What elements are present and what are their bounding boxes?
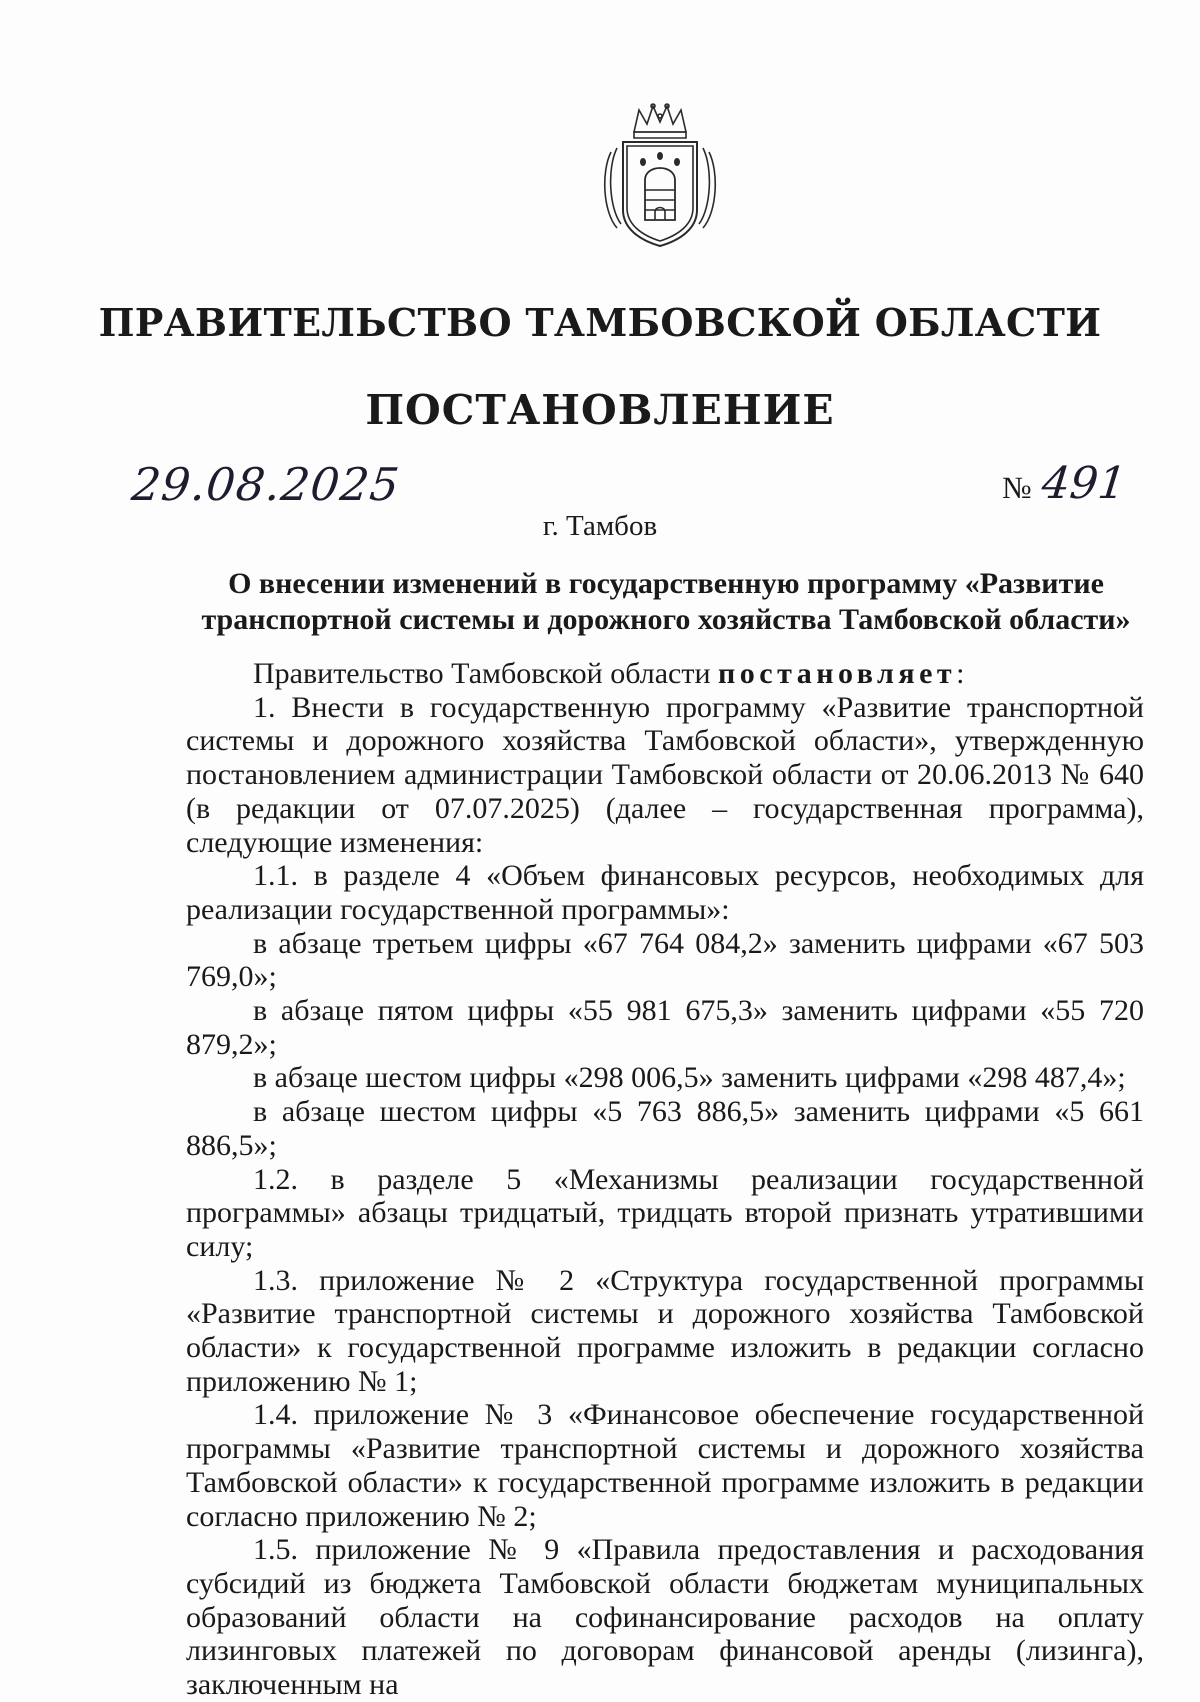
intro-prefix: Правительство Тамбовской области	[253, 657, 718, 690]
number-label: №	[1002, 470, 1032, 505]
decision-word: постановляет	[718, 657, 957, 690]
subject-line-1: О внесении изменений в государственную программу «Развитие	[228, 567, 1104, 600]
paragraph-1-1: 1.1. в разделе 4 «Объем финансовых ресурсов, необходимых для реализации государственной программы»:	[186, 859, 1144, 926]
paragraph-1-1-a: в абзаце третьем цифры «67 764 084,2» заменить цифрами «67 503 769,0»;	[186, 926, 1144, 994]
document-subject	[186, 566, 1146, 638]
subject-line-2: транспортной системы и дорожного хозяйства Тамбовской области»	[201, 603, 1131, 636]
paragraph-1-1-c: в абзаце шестом цифры «298 006,5» заменить цифрами «298 487,4»;	[253, 1061, 1126, 1095]
city-line: г. Тамбов	[542, 510, 658, 542]
organization-title: ПРАВИТЕЛЬСТВО ТАМБОВСКОЙ ОБЛАСТИ	[98, 300, 1102, 345]
document-number: 491	[1039, 458, 1129, 509]
tambov-coat-of-arms-icon	[599, 102, 721, 248]
paragraph-1-5: 1.5. приложение № 9 «Правила предоставления и расходования субсидий из бюджета Тамбовской области бюджетам муниципальных образований области на софинансирование расходов на оплату лизинговых платежей по договорам финансовой аренды (лизинга), заключенным на	[186, 1533, 1144, 1702]
paragraph-1: 1. Внести в государственную программу «Развитие транспортной системы и дорожного хозяйства Тамбовской области», утвержденную постановлением администрации Тамбовской области от 20.06.2013 № 640 (в редакции от 07.07.2025) (далее – государственная программа), следующие изменения:	[186, 690, 1144, 859]
paragraph-1-1-d: в абзаце шестом цифры «5 763 886,5» заменить цифрами «5 661 886,5»;	[186, 1095, 1144, 1162]
document-date: 29.08.2025	[129, 458, 403, 511]
intro-paragraph	[186, 657, 1144, 691]
paragraph-1-3: 1.3. приложение № 2 «Структура государственной программы «Развитие транспортной системы и дорожного хозяйства Тамбовской области» к государственной программе изложить в редакции согласно приложению № 1;	[186, 1263, 1144, 1398]
paragraph-1-4: 1.4. приложение № 3 «Финансовое обеспечение государственной программы «Развитие транспортной системы и дорожного хозяйства Тамбовской области» к государственной программе изложить в редакции согласно приложению № 2;	[186, 1398, 1144, 1533]
document-body	[186, 657, 1144, 1702]
intro-suffix: :	[956, 657, 965, 690]
paragraph-1-1-b: в абзаце пятом цифры «55 981 675,3» заменить цифрами «55 720 879,2»;	[186, 994, 1144, 1061]
document-type-heading: ПОСТАНОВЛЕНИЕ	[365, 386, 835, 434]
paragraph-1-2: 1.2. в разделе 5 «Механизмы реализации государственной программы» абзацы тридцатый, тридцать второй признать утратившими силу;	[186, 1162, 1144, 1263]
